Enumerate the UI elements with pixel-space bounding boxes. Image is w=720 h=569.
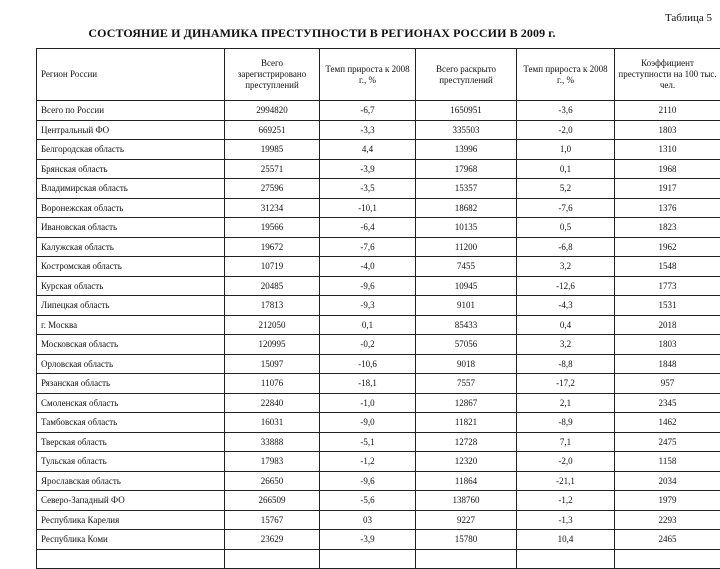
cell-crime-coefficient: 1310 <box>615 140 720 160</box>
cell-region: Рязанская область <box>37 374 225 394</box>
cell-growth-registered: -3,5 <box>320 179 416 199</box>
cell-total-solved: 9101 <box>416 296 517 316</box>
table-row <box>37 354 720 374</box>
cell-total-solved: 9018 <box>416 354 517 374</box>
cell-region: Владимирская область <box>37 179 225 199</box>
cell-growth-solved: 2,1 <box>517 393 615 413</box>
cell-growth-solved: -1,3 <box>517 510 615 530</box>
cell-growth-solved: 3,2 <box>517 257 615 277</box>
cell-total-registered: 15097 <box>225 354 320 374</box>
cell-total-solved: 7557 <box>416 374 517 394</box>
cell-region: Северо-Западный ФО <box>37 491 225 511</box>
cell-region: г. Москва <box>37 315 225 335</box>
table-row <box>37 257 720 277</box>
cell-growth-solved: -2,0 <box>517 120 615 140</box>
cell-crime-coefficient: 2345 <box>615 393 720 413</box>
cell-total-registered: 669251 <box>225 120 320 140</box>
table-row <box>37 218 720 238</box>
cell-growth-solved: -2,0 <box>517 452 615 472</box>
table-row <box>37 120 720 140</box>
cell-total-solved: 7455 <box>416 257 517 277</box>
cell-crime-coefficient: 1548 <box>615 257 720 277</box>
table-number-label: Таблица 5 <box>665 12 712 24</box>
cell-total-solved: 15357 <box>416 179 517 199</box>
table-row <box>37 296 720 316</box>
table-row <box>37 159 720 179</box>
cell-region: Курская область <box>37 276 225 296</box>
table-row <box>37 413 720 433</box>
cell-crime-coefficient: 2110 <box>615 101 720 121</box>
table-row <box>37 140 720 160</box>
cell-total-registered: 120995 <box>225 335 320 355</box>
cell-region: Ивановская область <box>37 218 225 238</box>
table-row <box>37 491 720 511</box>
cell-total-solved: 17968 <box>416 159 517 179</box>
cell-growth-registered: 4,4 <box>320 140 416 160</box>
cell-growth-solved <box>517 549 615 569</box>
cell-region: Тамбовская область <box>37 413 225 433</box>
cell-growth-registered: -0,2 <box>320 335 416 355</box>
cell-total-solved: 12728 <box>416 432 517 452</box>
cell-growth-solved: -7,6 <box>517 198 615 218</box>
cell-growth-solved: -8,8 <box>517 354 615 374</box>
cell-total-registered: 23629 <box>225 530 320 550</box>
cell-crime-coefficient: 2034 <box>615 471 720 491</box>
cell-total-registered: 27596 <box>225 179 320 199</box>
cell-region: Всего по России <box>37 101 225 121</box>
cell-region: Ярославская область <box>37 471 225 491</box>
cell-growth-registered: -1,2 <box>320 452 416 472</box>
cell-total-registered: 19985 <box>225 140 320 160</box>
cell-growth-registered: 0,1 <box>320 315 416 335</box>
cell-growth-solved: 0,5 <box>517 218 615 238</box>
header-growth-registered: Темп прироста к 2008 г., % <box>320 49 416 101</box>
cell-total-solved: 57056 <box>416 335 517 355</box>
cell-growth-registered: -5,6 <box>320 491 416 511</box>
cell-growth-solved: 3,2 <box>517 335 615 355</box>
cell-region: Центральный ФО <box>37 120 225 140</box>
cell-growth-solved: -4,3 <box>517 296 615 316</box>
cell-crime-coefficient: 1773 <box>615 276 720 296</box>
cell-total-registered: 19566 <box>225 218 320 238</box>
cell-crime-coefficient <box>615 549 720 569</box>
cell-growth-registered: -7,6 <box>320 237 416 257</box>
header-total-solved: Всего раскрыто преступлений <box>416 49 517 101</box>
cell-crime-coefficient: 1531 <box>615 296 720 316</box>
cell-total-solved: 10135 <box>416 218 517 238</box>
cell-crime-coefficient: 1376 <box>615 198 720 218</box>
cell-total-registered: 33888 <box>225 432 320 452</box>
table-row <box>37 335 720 355</box>
cell-growth-solved: -1,2 <box>517 491 615 511</box>
cell-total-solved: 1650951 <box>416 101 517 121</box>
table-row <box>37 179 720 199</box>
cell-region: Орловская область <box>37 354 225 374</box>
cell-growth-registered: -5,1 <box>320 432 416 452</box>
cell-region: Брянская область <box>37 159 225 179</box>
cell-growth-registered <box>320 549 416 569</box>
crime-statistics-table <box>36 48 720 569</box>
cell-growth-solved: -21,1 <box>517 471 615 491</box>
cell-growth-solved: 0,1 <box>517 159 615 179</box>
cell-growth-registered: -9,3 <box>320 296 416 316</box>
cell-total-registered: 17983 <box>225 452 320 472</box>
cell-total-registered <box>225 549 320 569</box>
cell-growth-registered: -3,9 <box>320 530 416 550</box>
table-header-row <box>37 49 720 101</box>
cell-total-registered: 26650 <box>225 471 320 491</box>
cell-region: Калужская область <box>37 237 225 257</box>
header-region: Регион России <box>37 49 225 101</box>
cell-region: Липецкая область <box>37 296 225 316</box>
cell-growth-registered: -6,4 <box>320 218 416 238</box>
cell-crime-coefficient: 1823 <box>615 218 720 238</box>
table-row <box>37 530 720 550</box>
cell-total-solved: 13996 <box>416 140 517 160</box>
cell-growth-registered: 03 <box>320 510 416 530</box>
cell-total-registered: 20485 <box>225 276 320 296</box>
cell-growth-solved: 7,1 <box>517 432 615 452</box>
cell-crime-coefficient: 2293 <box>615 510 720 530</box>
cell-crime-coefficient: 1917 <box>615 179 720 199</box>
cell-total-solved: 12867 <box>416 393 517 413</box>
table-row <box>37 101 720 121</box>
cell-growth-registered: -3,3 <box>320 120 416 140</box>
cell-growth-solved: -12,6 <box>517 276 615 296</box>
cell-crime-coefficient: 1803 <box>615 120 720 140</box>
cell-crime-coefficient: 1979 <box>615 491 720 511</box>
table-row <box>37 393 720 413</box>
cell-crime-coefficient: 2465 <box>615 530 720 550</box>
cell-total-solved: 11200 <box>416 237 517 257</box>
cell-growth-solved: 10,4 <box>517 530 615 550</box>
cell-total-registered: 22840 <box>225 393 320 413</box>
cell-total-solved: 138760 <box>416 491 517 511</box>
header-crime-coefficient: Коэффициент преступности на 100 тыс. чел. <box>615 49 720 101</box>
cell-growth-registered: -9,6 <box>320 276 416 296</box>
table-row <box>37 471 720 491</box>
cell-total-solved: 18682 <box>416 198 517 218</box>
header-growth-solved: Темп прироста к 2008 г., % <box>517 49 615 101</box>
cell-total-solved: 11864 <box>416 471 517 491</box>
cell-crime-coefficient: 2018 <box>615 315 720 335</box>
table-row <box>37 374 720 394</box>
cell-total-registered: 266509 <box>225 491 320 511</box>
cell-growth-solved: 5,2 <box>517 179 615 199</box>
cell-growth-solved: 1,0 <box>517 140 615 160</box>
cell-crime-coefficient: 1158 <box>615 452 720 472</box>
cell-growth-registered: -4,0 <box>320 257 416 277</box>
cell-region: Республика Карелия <box>37 510 225 530</box>
cell-total-registered: 2994820 <box>225 101 320 121</box>
cell-total-registered: 15767 <box>225 510 320 530</box>
cell-growth-registered: -18,1 <box>320 374 416 394</box>
cell-crime-coefficient: 1962 <box>615 237 720 257</box>
cell-total-registered: 11076 <box>225 374 320 394</box>
cell-crime-coefficient: 1803 <box>615 335 720 355</box>
table-row <box>37 452 720 472</box>
cell-total-solved: 12320 <box>416 452 517 472</box>
cell-growth-solved: -8,9 <box>517 413 615 433</box>
cell-total-registered: 16031 <box>225 413 320 433</box>
table-row <box>37 237 720 257</box>
cell-region: Смоленская область <box>37 393 225 413</box>
cell-total-registered: 19672 <box>225 237 320 257</box>
cell-total-solved <box>416 549 517 569</box>
cell-crime-coefficient: 957 <box>615 374 720 394</box>
cell-region: Республика Коми <box>37 530 225 550</box>
cell-growth-registered: -10,1 <box>320 198 416 218</box>
cell-total-registered: 17813 <box>225 296 320 316</box>
cell-total-registered: 212050 <box>225 315 320 335</box>
cell-total-registered: 10719 <box>225 257 320 277</box>
cell-region: Воронежская область <box>37 198 225 218</box>
cell-crime-coefficient: 2475 <box>615 432 720 452</box>
cell-growth-registered: -3,9 <box>320 159 416 179</box>
cell-total-solved: 15780 <box>416 530 517 550</box>
cell-crime-coefficient: 1968 <box>615 159 720 179</box>
cell-growth-registered: -6,7 <box>320 101 416 121</box>
cell-region: Тверская область <box>37 432 225 452</box>
table-row <box>37 510 720 530</box>
cell-total-registered: 31234 <box>225 198 320 218</box>
cell-region: Костромская область <box>37 257 225 277</box>
cell-growth-registered: -1,0 <box>320 393 416 413</box>
cell-crime-coefficient: 1848 <box>615 354 720 374</box>
header-total-registered: Всего зарегистрировано преступлений <box>225 49 320 101</box>
cell-crime-coefficient: 1462 <box>615 413 720 433</box>
table-row <box>37 198 720 218</box>
cell-total-registered: 25571 <box>225 159 320 179</box>
document-title: СОСТОЯНИЕ И ДИНАМИКА ПРЕСТУПНОСТИ В РЕГИОНАХ РОССИИ В 2009 г. <box>88 26 555 40</box>
cell-growth-registered: -9,6 <box>320 471 416 491</box>
table-row <box>37 315 720 335</box>
table-row <box>37 432 720 452</box>
cell-region: Тульская область <box>37 452 225 472</box>
cell-region <box>37 549 225 569</box>
table-body <box>37 101 720 569</box>
cell-total-solved: 85433 <box>416 315 517 335</box>
cell-growth-solved: 0,4 <box>517 315 615 335</box>
cell-total-solved: 335503 <box>416 120 517 140</box>
cell-growth-solved: -3,6 <box>517 101 615 121</box>
cell-growth-registered: -10,6 <box>320 354 416 374</box>
cell-region: Московская область <box>37 335 225 355</box>
cell-growth-registered: -9,0 <box>320 413 416 433</box>
table-row <box>37 276 720 296</box>
cell-total-solved: 10945 <box>416 276 517 296</box>
cell-growth-solved: -17,2 <box>517 374 615 394</box>
cell-region: Белгородская область <box>37 140 225 160</box>
cell-growth-solved: -6,8 <box>517 237 615 257</box>
cell-total-solved: 11821 <box>416 413 517 433</box>
table-row <box>37 549 720 569</box>
cell-total-solved: 9227 <box>416 510 517 530</box>
